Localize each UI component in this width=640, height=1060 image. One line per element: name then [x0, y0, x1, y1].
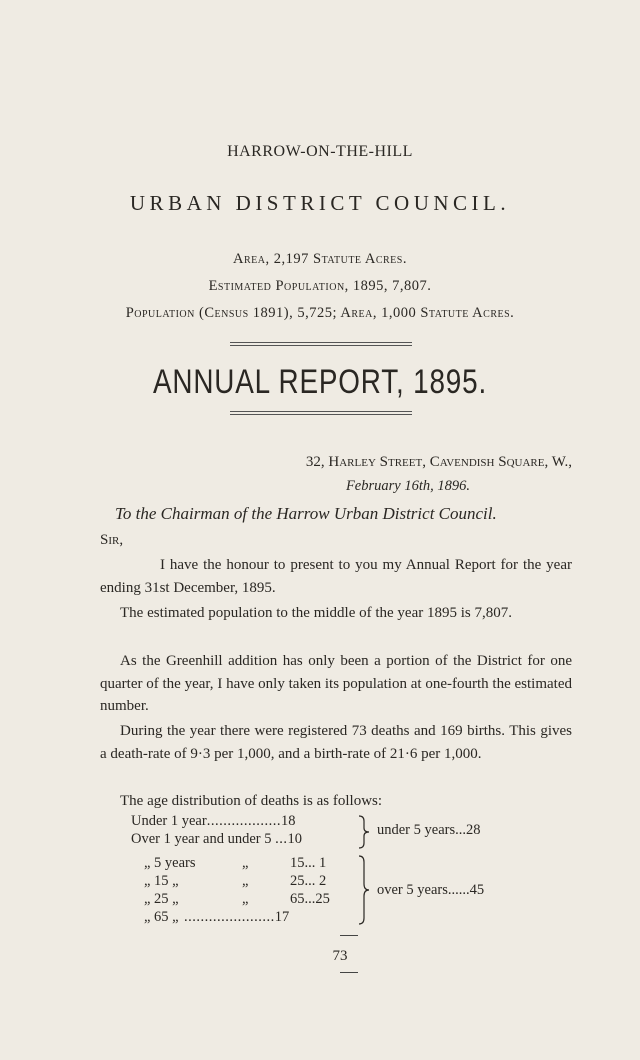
- census-line: Population (Census 1891), 5,725; Area, 1,000 Statute Acres.: [125, 305, 515, 321]
- paragraph-rates: During the year there were registered 73 deaths and 169 births. This gives a death-rate of 9·3 per 1,000, and a birth-rate of 21·6 per 1,000.: [100, 723, 572, 762]
- estimated-population-line: Estimated Population, 1895, 7,807.: [208, 278, 432, 294]
- under-five-total: under 5 years...28: [377, 822, 481, 838]
- report-title: ANNUAL REPORT, 1895.: [152, 363, 488, 401]
- table-row: Under 1 year..................18: [131, 813, 296, 829]
- table-row: Over 1 year and under 5 ...10: [131, 831, 303, 847]
- paragraph-report: I have the honour to present to you my Annual Report for the year ending 31st December, 1895.: [100, 557, 572, 596]
- divider-bottom-second: [230, 414, 412, 415]
- brace-over-five: [357, 855, 373, 925]
- divider-top-second: [230, 345, 412, 346]
- table-row: „ 25 „ „ 65...25: [144, 891, 330, 907]
- letter-date: February 16th, 1896.: [345, 478, 470, 494]
- address: 32, Harley Street, Cavendish Square, W.,: [305, 454, 572, 470]
- sir-greeting: Sir,: [100, 532, 124, 548]
- paragraph-age-distribution: The age distribution of deaths is as follows:: [120, 793, 383, 809]
- area-line: Area, 2,197 Statute Acres.: [233, 251, 407, 267]
- divider-bottom: [230, 411, 412, 412]
- table-row: „ 15 „ „ 25... 2: [144, 873, 327, 889]
- total-underline: [340, 972, 358, 973]
- total-rule: [340, 935, 358, 936]
- paragraph-greenhill: As the Greenhill addition has only been a portion of the District for one quarter of the year, I have only taken its population at one-fourth the estimated number.: [100, 653, 572, 714]
- town-heading: HARROW-ON-THE-HILL: [227, 143, 413, 160]
- grand-total: 73: [332, 948, 348, 964]
- table-row: „ 65 „ ......................17: [144, 909, 290, 925]
- table-row: „ 5 years „ 15... 1: [144, 855, 327, 871]
- paragraph-population: The estimated population to the middle of the year 1895 is 7,807.: [120, 605, 512, 621]
- salutation: To the Chairman of the Harrow Urban District Council.: [115, 504, 497, 523]
- council-heading: URBAN DISTRICT COUNCIL.: [129, 191, 511, 215]
- divider-top: [230, 342, 412, 343]
- brace-under-five: [357, 815, 373, 849]
- over-five-total: over 5 years......45: [377, 882, 485, 898]
